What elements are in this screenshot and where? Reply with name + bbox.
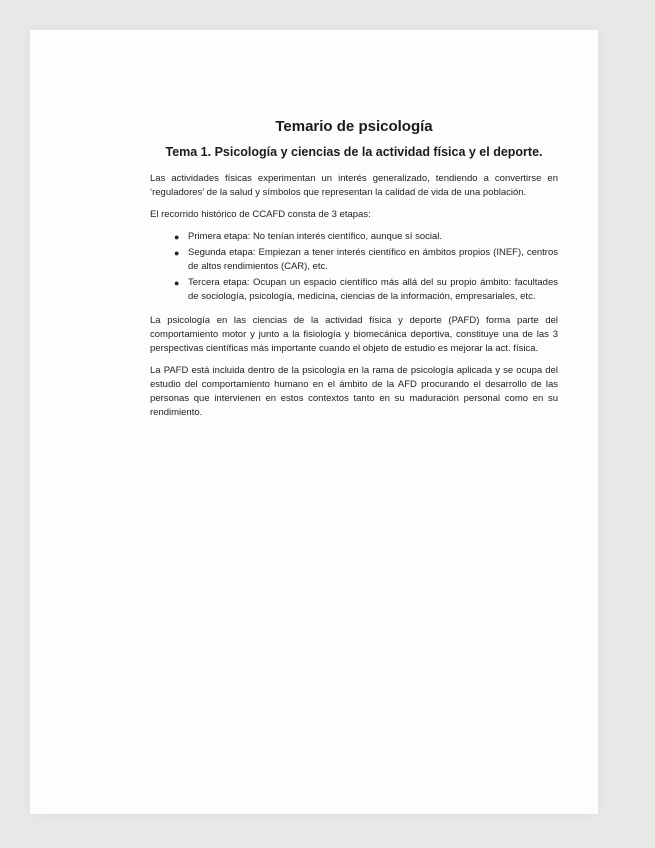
list-item-text: Primera etapa: No tenían interés científico, aunque sí social. [188, 231, 442, 242]
list-item-text: Tercera etapa: Ocupan un espacio científico más allá del su propio ámbito: facultades de sociología, psicología, medicina, ciencias de la información, empresariales, etc. [188, 277, 558, 302]
list-item [174, 246, 558, 274]
document-content [150, 118, 558, 428]
list-item-text: Segunda etapa: Empiezan a tener interés científico en ámbitos propios (INEF), centros de altos rendimientos (CAR), etc. [188, 247, 558, 272]
list-item [174, 230, 558, 244]
pafd-definition-paragraph: La psicología en las ciencias de la actividad física y deporte (PAFD) forma parte del comportamiento motor y junto a la fisiología y biomecánica deportiva, constituye una de las 3 perspectivas científicas más importante cuando el objeto de estudio es mejorar la act. física. [150, 315, 558, 354]
list-item [174, 276, 558, 304]
document-title: Temario de psicología [275, 118, 433, 135]
stages-intro-paragraph: El recorrido histórico de CCAFD consta de 3 etapas: [150, 209, 371, 220]
intro-paragraph: Las actividades físicas experimentan un interés generalizado, tendiendo a convertirse en ‘reguladores’ de la salud y símbolos que representan la calidad de vida de una población. [150, 173, 558, 198]
pafd-scope-paragraph: La PAFD está incluida dentro de la psicología en la rama de psicología aplicada y se ocupa del estudio del comportamiento humano en el ámbito de la AFD procurando el desarrollo de las personas que intervienen en estos contextos tanto en su maduración personal como en su rendimiento. [150, 365, 558, 418]
bullet-icon: ● [174, 278, 180, 288]
section-title: Tema 1. Psicología y ciencias de la actividad física y el deporte. [165, 145, 543, 159]
stages-list [150, 230, 558, 304]
bullet-icon: ● [174, 248, 180, 258]
document-page [30, 30, 598, 814]
bullet-icon: ● [174, 232, 180, 242]
